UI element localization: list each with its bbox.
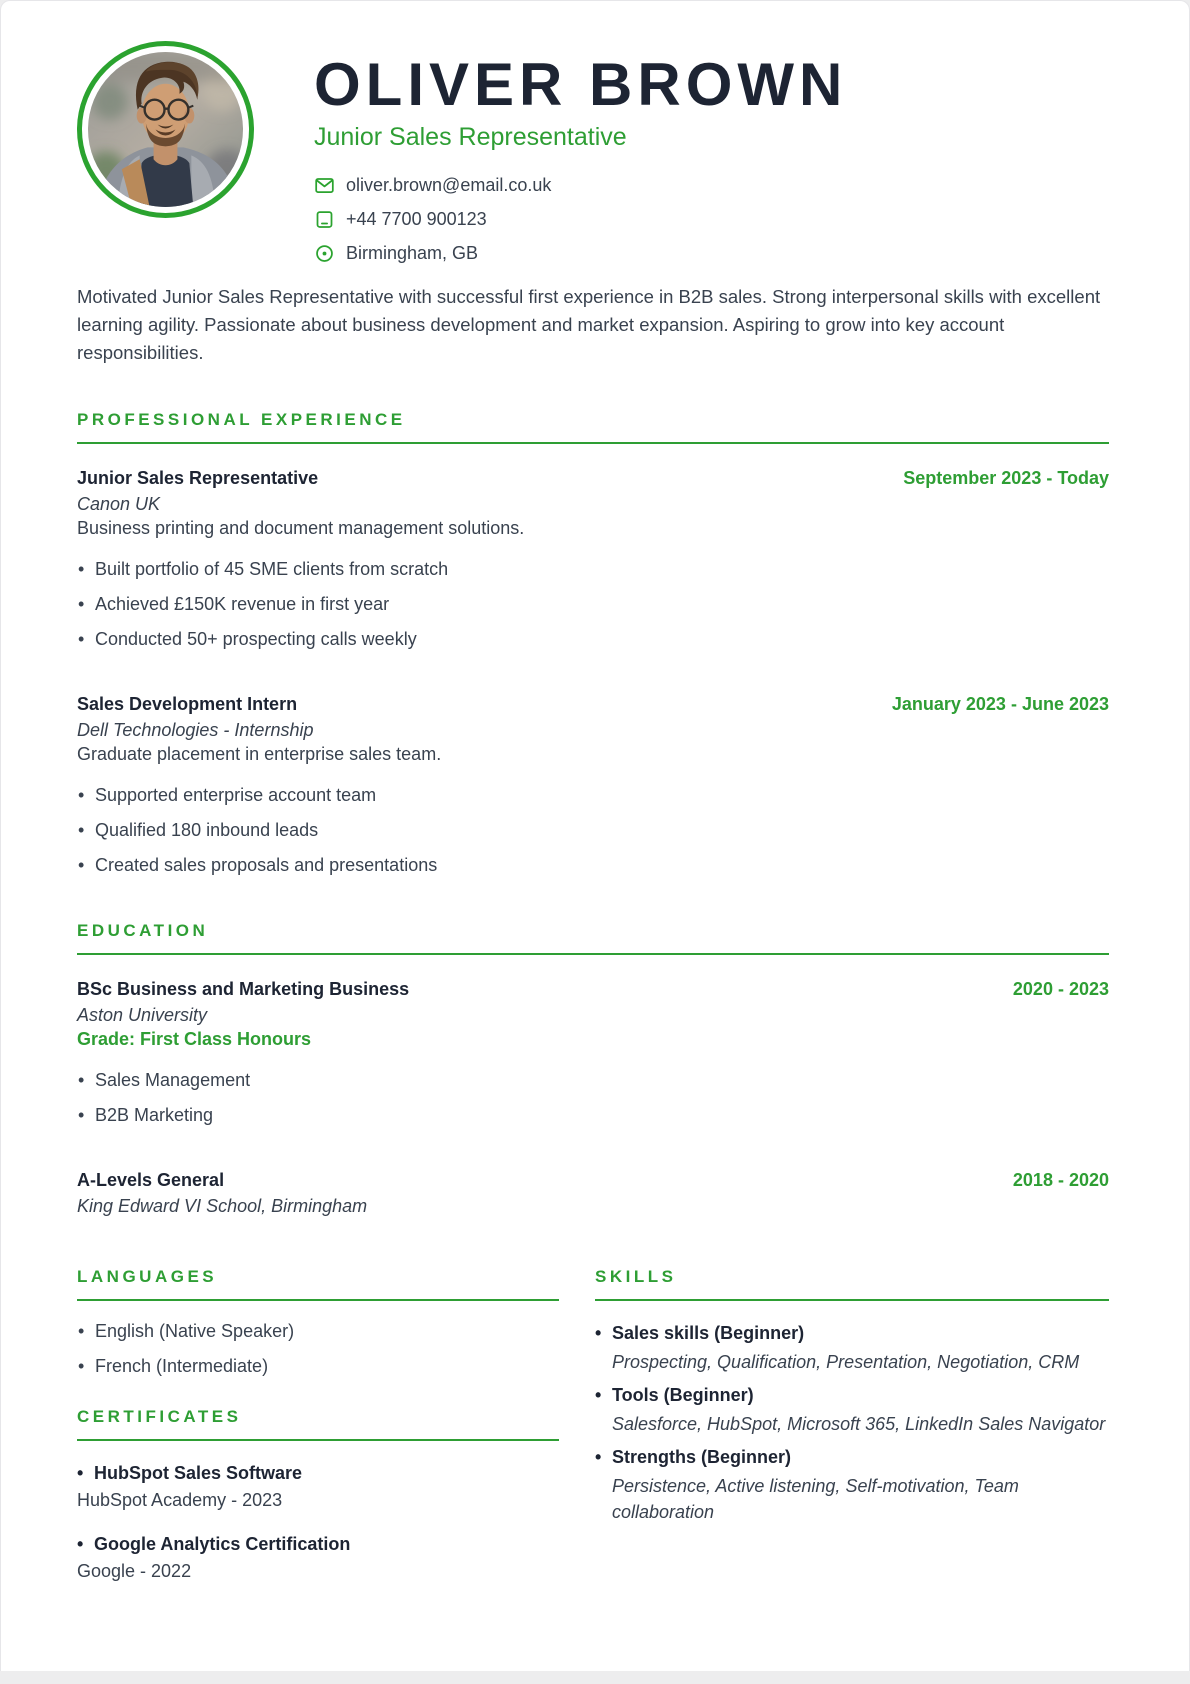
job-bullet: • Achieved £150K revenue in first year [78, 591, 1109, 617]
skill-item [595, 1385, 1109, 1437]
job-company: Dell Technologies - Internship [77, 720, 314, 740]
section-divider [77, 1439, 559, 1441]
job-bullets [78, 782, 1109, 878]
education-bullet: • Sales Management [78, 1067, 1109, 1093]
certificate-issuer: HubSpot Academy - 2023 [77, 1490, 283, 1510]
section-certificates [77, 1407, 559, 1582]
job-bullet: • Created sales proposals and presentations [78, 852, 1109, 878]
job-bullet: • Built portfolio of 45 SME clients from scratch [78, 556, 1109, 582]
degree-dates: 2018 - 2020 [1012, 1170, 1109, 1190]
degree-dates: 2020 - 2023 [1012, 979, 1109, 999]
section-heading-education: EDUCATION [77, 921, 209, 940]
experience-entry [77, 694, 1109, 878]
contact-email-row [314, 175, 847, 196]
education-entry [77, 979, 1109, 1128]
section-education [77, 921, 1109, 1217]
section-heading-experience: PROFESSIONAL EXPERIENCE [77, 410, 406, 429]
job-description: Business printing and document management solutions. [77, 518, 525, 538]
language-item: • French (Intermediate) [78, 1353, 559, 1379]
section-divider [77, 953, 1109, 955]
section-languages [77, 1267, 559, 1379]
skill-details: Salesforce, HubSpot, Microsoft 365, LinkedIn Sales Navigator [612, 1414, 1106, 1434]
job-title: Sales Development Intern [77, 694, 298, 714]
school-name: Aston University [77, 1005, 208, 1025]
degree-title: A-Levels General [77, 1170, 225, 1190]
job-bullet: • Qualified 180 inbound leads [78, 817, 1109, 843]
section-skills [595, 1267, 1109, 1525]
contact-phone-row [314, 209, 847, 230]
experience-entries [77, 468, 1109, 878]
candidate-name: OLIVER BROWN [314, 51, 848, 118]
contact-location-row [314, 243, 847, 264]
job-bullet: • Supported enterprise account team [78, 782, 1109, 808]
envelope-icon [314, 175, 335, 196]
school-name: King Edward VI School, Birmingham [77, 1196, 368, 1216]
certificate-item [77, 1463, 559, 1511]
job-description: Graduate placement in enterprise sales team. [77, 744, 442, 764]
section-heading-certificates: CERTIFICATES [77, 1407, 242, 1426]
grade-line: Grade: First Class Honours [77, 1029, 312, 1049]
header-text [314, 41, 847, 277]
job-bullet: • Conducted 50+ prospecting calls weekly [78, 626, 1109, 652]
skill-item [595, 1447, 1109, 1525]
languages-list [78, 1318, 559, 1379]
job-bullets [78, 556, 1109, 652]
summary-text: Motivated Junior Sales Representative with successful first experience in B2B sales. Strong interpersonal skills with excellent learning agility. Passionate about business development and market expansion. Aspiring to grow into key account responsibilities. [77, 286, 1101, 363]
skill-item [595, 1323, 1109, 1375]
skill-details: Persistence, Active listening, Self-motivation, Team collaboration [612, 1476, 1019, 1522]
certificate-name: • HubSpot Sales Software [77, 1463, 559, 1484]
right-column [595, 1267, 1109, 1605]
skill-details: Prospecting, Qualification, Presentation, Negotiation, CRM [612, 1352, 1080, 1372]
job-company: Canon UK [77, 494, 161, 514]
education-entries [77, 979, 1109, 1217]
phone-icon [314, 209, 335, 230]
skill-name: • Sales skills (Beginner) [595, 1323, 1109, 1344]
left-column [77, 1267, 559, 1605]
certificate-issuer: Google - 2022 [77, 1561, 192, 1581]
skill-name: • Strengths (Beginner) [595, 1447, 1109, 1468]
education-entry [77, 1170, 1109, 1217]
job-dates: September 2023 - Today [903, 468, 1109, 488]
degree-title: BSc Business and Marketing Business [77, 979, 410, 999]
section-experience [77, 410, 1109, 878]
contact-info [314, 175, 847, 264]
section-heading-languages: LANGUAGES [77, 1267, 218, 1286]
education-bullets [78, 1067, 1109, 1128]
section-divider [77, 442, 1109, 444]
section-divider [595, 1299, 1109, 1301]
certificate-item [77, 1534, 559, 1582]
experience-entry [77, 468, 1109, 652]
language-item: • English (Native Speaker) [78, 1318, 559, 1344]
profile-photo-image [88, 52, 243, 207]
section-divider [77, 1299, 559, 1301]
skill-name: • Tools (Beginner) [595, 1385, 1109, 1406]
job-dates: January 2023 - June 2023 [891, 694, 1109, 714]
section-heading-skills: SKILLS [595, 1267, 677, 1286]
resume-header [77, 41, 1109, 277]
contact-email: oliver.brown@email.co.uk [346, 175, 552, 195]
contact-location: Birmingham, GB [346, 243, 479, 263]
contact-phone: +44 7700 900123 [346, 209, 487, 229]
bottom-columns [77, 1267, 1109, 1605]
candidate-job-title: Junior Sales Representative [314, 123, 627, 151]
certificate-name: • Google Analytics Certification [77, 1534, 559, 1555]
location-pin-icon [314, 243, 335, 264]
education-bullet: • B2B Marketing [78, 1102, 1109, 1128]
profile-photo [77, 41, 254, 218]
job-title: Junior Sales Representative [77, 468, 319, 488]
